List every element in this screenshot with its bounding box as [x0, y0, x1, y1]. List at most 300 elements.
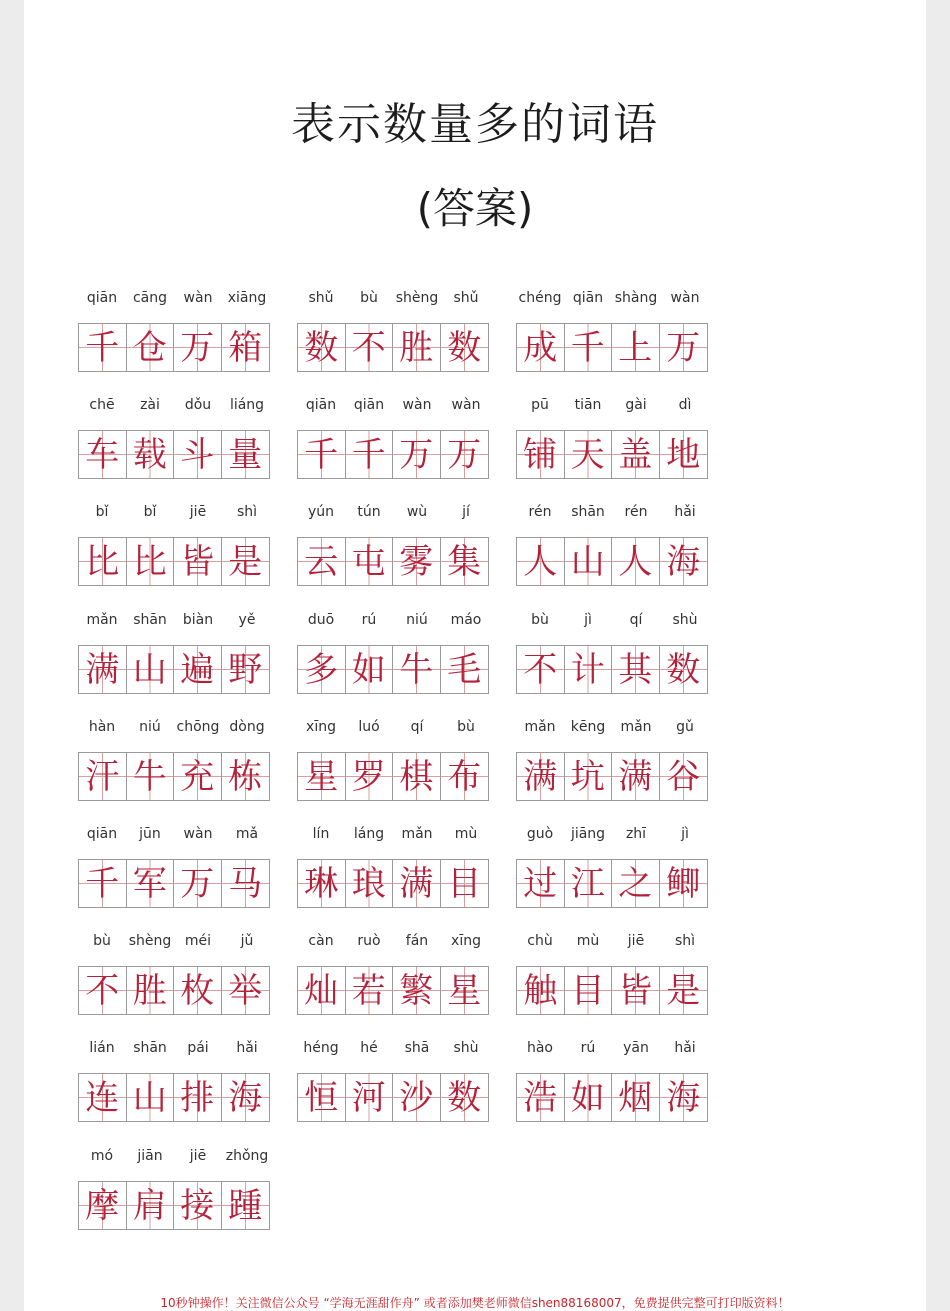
pinyin-syllable: shān	[133, 612, 167, 628]
pinyin-syllable: hǎi	[236, 1040, 258, 1056]
word-item	[516, 826, 708, 908]
grid-cell	[393, 753, 441, 800]
pinyin-row	[516, 290, 708, 314]
grid-cell	[517, 967, 565, 1014]
grid-cell	[222, 431, 270, 478]
pinyin-syllable: guò	[526, 826, 554, 842]
hanzi-character: 棋	[399, 756, 434, 797]
hanzi-character: 比	[132, 541, 167, 582]
grid-cell	[174, 1182, 222, 1229]
hanzi-character: 之	[618, 863, 653, 904]
grid-cell	[660, 538, 708, 585]
hanzi-character: 江	[570, 863, 605, 904]
grid-cell	[612, 967, 660, 1014]
pinyin-syllable: shèng	[395, 290, 439, 306]
word-item	[78, 1148, 270, 1230]
hanzi-character: 屯	[351, 541, 386, 582]
grid-cell	[565, 646, 613, 693]
pinyin-row	[297, 719, 489, 743]
grid-cell	[127, 967, 175, 1014]
grid-cell	[517, 431, 565, 478]
hanzi-character: 上	[618, 327, 653, 368]
hanzi-character: 铺	[523, 434, 558, 475]
hanzi-character: 满	[523, 756, 558, 797]
grid-cell	[127, 753, 175, 800]
pinyin-syllable: wàn	[670, 290, 700, 306]
pinyin-syllable: xiāng	[227, 290, 267, 306]
grid-cell	[393, 538, 441, 585]
pinyin-syllable: bǐ	[143, 504, 157, 520]
pinyin-syllable: láng	[353, 826, 385, 842]
pinyin-syllable: shù	[672, 612, 698, 628]
grid-cell	[660, 431, 708, 478]
pinyin-syllable: jiē	[189, 504, 207, 520]
tianzige-grid	[297, 752, 489, 801]
word-item	[78, 290, 270, 372]
hanzi-character: 万	[180, 327, 215, 368]
grid-cell	[174, 324, 222, 371]
grid-cell	[79, 431, 127, 478]
grid-cell	[393, 646, 441, 693]
grid-cell	[174, 753, 222, 800]
hanzi-character: 充	[180, 756, 215, 797]
grid-cell	[222, 753, 270, 800]
grid-cell	[298, 967, 346, 1014]
grid-cell	[660, 967, 708, 1014]
footer-notice: 10秒钟操作！关注微信公众号 “学海无涯甜作舟” 或者添加樊老师微信shen88168007，免费提供完整可打印版资料！	[160, 1296, 790, 1310]
tianzige-grid	[78, 859, 270, 908]
hanzi-character: 烟	[618, 1077, 653, 1118]
pinyin-syllable: luó	[358, 719, 380, 735]
tianzige-grid	[78, 1073, 270, 1122]
pinyin-row	[78, 397, 270, 421]
tianzige-grid	[516, 1073, 708, 1122]
grid-cell	[393, 431, 441, 478]
grid-cell	[127, 1182, 175, 1229]
hanzi-character: 肩	[132, 1185, 167, 1226]
grid-cell	[393, 967, 441, 1014]
grid-cell	[346, 1074, 394, 1121]
grid-cell	[517, 324, 565, 371]
hanzi-character: 牛	[132, 756, 167, 797]
hanzi-character: 连	[85, 1077, 120, 1118]
grid-cell	[612, 431, 660, 478]
pinyin-syllable: xīng	[306, 719, 336, 735]
grid-cell	[174, 967, 222, 1014]
pinyin-syllable: máo	[450, 612, 482, 628]
word-item	[78, 826, 270, 908]
hanzi-character: 皆	[618, 970, 653, 1011]
pinyin-syllable: hé	[360, 1040, 378, 1056]
pinyin-syllable: jūn	[139, 826, 161, 842]
grid-cell	[222, 324, 270, 371]
pinyin-row	[78, 290, 270, 314]
grid-cell	[517, 753, 565, 800]
grid-cell	[222, 1182, 270, 1229]
word-item	[516, 719, 708, 801]
grid-cell	[565, 860, 613, 907]
word-item	[297, 719, 489, 801]
pinyin-row	[78, 1040, 270, 1064]
pinyin-syllable: dì	[678, 397, 692, 413]
grid-cell	[298, 860, 346, 907]
hanzi-character: 谷	[666, 756, 701, 797]
pinyin-syllable: chéng	[518, 290, 562, 306]
pinyin-syllable: wàn	[183, 290, 213, 306]
grid-cell	[393, 860, 441, 907]
pinyin-syllable: pái	[187, 1040, 209, 1056]
word-item	[516, 933, 708, 1015]
pinyin-syllable: zài	[140, 397, 160, 413]
pinyin-syllable: hǎi	[674, 1040, 696, 1056]
grid-cell	[79, 967, 127, 1014]
hanzi-character: 枚	[180, 970, 215, 1011]
pinyin-syllable: shù	[453, 1040, 479, 1056]
grid-cell	[565, 431, 613, 478]
grid-cell	[79, 538, 127, 585]
pinyin-syllable: gǔ	[676, 719, 694, 735]
hanzi-character: 千	[304, 434, 339, 475]
pinyin-row	[297, 290, 489, 314]
pinyin-syllable: mù	[454, 826, 478, 842]
pinyin-syllable: bǐ	[95, 504, 109, 520]
hanzi-character: 恒	[304, 1077, 339, 1118]
pinyin-syllable: qiān	[86, 826, 118, 842]
pinyin-syllable: jǔ	[240, 933, 254, 949]
tianzige-grid	[78, 323, 270, 372]
hanzi-character: 满	[85, 649, 120, 690]
pinyin-syllable: càn	[308, 933, 334, 949]
hanzi-character: 鲫	[666, 863, 701, 904]
grid-cell	[222, 538, 270, 585]
pinyin-syllable: qiān	[305, 397, 337, 413]
hanzi-character: 罗	[351, 756, 386, 797]
grid-cell	[174, 538, 222, 585]
hanzi-character: 山	[132, 1077, 167, 1118]
grid-cell	[565, 538, 613, 585]
hanzi-character: 数	[447, 327, 482, 368]
pinyin-syllable: jiān	[137, 1148, 163, 1164]
hanzi-character: 计	[570, 649, 605, 690]
pinyin-syllable: hǎi	[674, 504, 696, 520]
grid-cell	[127, 860, 175, 907]
word-item	[297, 826, 489, 908]
grid-cell	[346, 753, 394, 800]
grid-cell	[174, 860, 222, 907]
hanzi-character: 满	[618, 756, 653, 797]
hanzi-character: 是	[666, 970, 701, 1011]
hanzi-character: 万	[180, 863, 215, 904]
hanzi-character: 遍	[180, 649, 215, 690]
hanzi-character: 人	[523, 541, 558, 582]
pinyin-syllable: chōng	[176, 719, 220, 735]
hanzi-character: 马	[228, 863, 263, 904]
hanzi-character: 数	[666, 649, 701, 690]
grid-cell	[346, 646, 394, 693]
pinyin-syllable: wù	[406, 504, 428, 520]
tianzige-grid	[297, 430, 489, 479]
pinyin-syllable: shì	[674, 933, 696, 949]
pinyin-syllable: lín	[312, 826, 330, 842]
hanzi-character: 集	[447, 541, 482, 582]
pinyin-row	[297, 504, 489, 528]
pinyin-syllable: jì	[584, 612, 592, 628]
pinyin-syllable: mǎn	[401, 826, 433, 842]
word-item	[516, 1040, 708, 1122]
hanzi-character: 军	[132, 863, 167, 904]
hanzi-character: 载	[132, 434, 167, 475]
hanzi-character: 量	[228, 434, 263, 475]
hanzi-character: 人	[618, 541, 653, 582]
pinyin-row	[297, 826, 489, 850]
grid-cell	[346, 431, 394, 478]
tianzige-grid	[297, 323, 489, 372]
hanzi-character: 天	[570, 434, 605, 475]
hanzi-character: 万	[399, 434, 434, 475]
hanzi-character: 沙	[399, 1077, 434, 1118]
tianzige-grid	[78, 752, 270, 801]
hanzi-character: 云	[304, 541, 339, 582]
tianzige-grid	[78, 645, 270, 694]
hanzi-character: 万	[447, 434, 482, 475]
hanzi-character: 河	[351, 1077, 386, 1118]
hanzi-character: 过	[523, 863, 558, 904]
grid-cell	[612, 753, 660, 800]
grid-cell	[79, 646, 127, 693]
pinyin-syllable: wàn	[451, 397, 481, 413]
pinyin-syllable: méi	[184, 933, 212, 949]
hanzi-character: 多	[304, 649, 339, 690]
grid-cell	[612, 860, 660, 907]
hanzi-character: 触	[523, 970, 558, 1011]
pinyin-syllable: shān	[133, 1040, 167, 1056]
pinyin-syllable: niú	[406, 612, 428, 628]
pinyin-syllable: mǎn	[86, 612, 118, 628]
tianzige-grid	[516, 323, 708, 372]
grid-cell	[565, 1074, 613, 1121]
pinyin-syllable: bù	[93, 933, 111, 949]
grid-cell	[565, 967, 613, 1014]
grid-cell	[441, 967, 489, 1014]
pinyin-syllable: shàng	[614, 290, 658, 306]
pinyin-syllable: dǒu	[184, 397, 212, 413]
word-item	[516, 612, 708, 694]
tianzige-grid	[516, 859, 708, 908]
hanzi-character: 数	[447, 1077, 482, 1118]
pinyin-syllable: qiān	[86, 290, 118, 306]
grid-cell	[441, 753, 489, 800]
grid-cell	[346, 860, 394, 907]
word-item	[78, 1040, 270, 1122]
pinyin-row	[297, 612, 489, 636]
tianzige-grid	[78, 1181, 270, 1230]
grid-cell	[298, 753, 346, 800]
grid-cell	[79, 753, 127, 800]
pinyin-syllable: jí	[462, 504, 470, 520]
hanzi-character: 地	[666, 434, 701, 475]
pinyin-syllable: mó	[90, 1148, 114, 1164]
pinyin-syllable: rú	[361, 612, 377, 628]
pinyin-row	[78, 933, 270, 957]
pinyin-row	[516, 1040, 708, 1064]
pinyin-syllable: gài	[625, 397, 647, 413]
grid-cell	[612, 324, 660, 371]
hanzi-character: 琅	[351, 863, 386, 904]
pinyin-syllable: qí	[410, 719, 424, 735]
grid-cell	[441, 538, 489, 585]
grid-cell	[298, 431, 346, 478]
hanzi-character: 千	[85, 863, 120, 904]
pinyin-syllable: tiān	[574, 397, 602, 413]
grid-cell	[612, 538, 660, 585]
pinyin-syllable: kēng	[570, 719, 606, 735]
hanzi-character: 举	[228, 970, 263, 1011]
pinyin-syllable: ruò	[357, 933, 381, 949]
tianzige-grid	[78, 430, 270, 479]
hanzi-character: 海	[228, 1077, 263, 1118]
tianzige-grid	[78, 966, 270, 1015]
hanzi-character: 海	[666, 541, 701, 582]
word-item	[78, 719, 270, 801]
word-item	[297, 504, 489, 586]
word-item	[516, 290, 708, 372]
hanzi-character: 接	[180, 1185, 215, 1226]
grid-cell	[298, 538, 346, 585]
grid-cell	[517, 646, 565, 693]
grid-cell	[298, 324, 346, 371]
pinyin-syllable: hào	[526, 1040, 554, 1056]
pinyin-row	[516, 719, 708, 743]
hanzi-character: 万	[666, 327, 701, 368]
hanzi-character: 雾	[399, 541, 434, 582]
pinyin-syllable: pū	[531, 397, 549, 413]
pinyin-syllable: lián	[89, 1040, 115, 1056]
hanzi-character: 是	[228, 541, 263, 582]
pinyin-syllable: qí	[629, 612, 643, 628]
grid-cell	[612, 646, 660, 693]
hanzi-character: 目	[570, 970, 605, 1011]
grid-cell	[441, 646, 489, 693]
grid-cell	[222, 1074, 270, 1121]
grid-cell	[79, 1182, 127, 1229]
hanzi-character: 千	[85, 327, 120, 368]
grid-cell	[441, 431, 489, 478]
pinyin-row	[516, 397, 708, 421]
hanzi-character: 坑	[570, 756, 605, 797]
hanzi-character: 如	[351, 649, 386, 690]
pinyin-syllable: mù	[576, 933, 600, 949]
grid-cell	[79, 324, 127, 371]
hanzi-character: 千	[570, 327, 605, 368]
hanzi-character: 仓	[132, 327, 167, 368]
pinyin-syllable: zhī	[625, 826, 647, 842]
hanzi-character: 成	[523, 327, 558, 368]
hanzi-character: 摩	[85, 1185, 120, 1226]
grid-cell	[660, 646, 708, 693]
hanzi-character: 车	[85, 434, 120, 475]
pinyin-syllable: zhǒng	[225, 1148, 269, 1164]
pinyin-syllable: mǎn	[524, 719, 556, 735]
pinyin-row	[516, 504, 708, 528]
grid-cell	[565, 753, 613, 800]
grid-cell	[222, 860, 270, 907]
pinyin-syllable: shā	[404, 1040, 430, 1056]
pinyin-syllable: duō	[307, 612, 335, 628]
pinyin-syllable: tún	[357, 504, 381, 520]
pinyin-syllable: yě	[238, 612, 256, 628]
grid-cell	[517, 1074, 565, 1121]
grid-cell	[174, 646, 222, 693]
grid-cell	[346, 967, 394, 1014]
pinyin-syllable: mǎ	[235, 826, 259, 842]
hanzi-character: 不	[85, 970, 120, 1011]
hanzi-character: 千	[351, 434, 386, 475]
tianzige-grid	[516, 752, 708, 801]
hanzi-character: 琳	[304, 863, 339, 904]
pinyin-syllable: yún	[307, 504, 335, 520]
pinyin-syllable: shǔ	[308, 290, 334, 306]
pinyin-row	[297, 1040, 489, 1064]
hanzi-character: 目	[447, 863, 482, 904]
word-item	[78, 397, 270, 479]
word-item	[297, 290, 489, 372]
pinyin-syllable: liáng	[229, 397, 265, 413]
grid-cell	[441, 324, 489, 371]
tianzige-grid	[516, 966, 708, 1015]
hanzi-character: 满	[399, 863, 434, 904]
word-item	[78, 933, 270, 1015]
grid-cell	[79, 860, 127, 907]
pinyin-syllable: shì	[236, 504, 258, 520]
pinyin-syllable: bù	[531, 612, 549, 628]
hanzi-character: 斗	[180, 434, 215, 475]
word-item	[78, 612, 270, 694]
pinyin-syllable: rú	[580, 1040, 596, 1056]
word-item	[297, 933, 489, 1015]
grid-cell	[346, 324, 394, 371]
word-item	[297, 612, 489, 694]
grid-cell	[660, 753, 708, 800]
page-title: 表示数量多的词语	[291, 99, 659, 150]
pinyin-syllable: fán	[405, 933, 429, 949]
grid-cell	[174, 431, 222, 478]
hanzi-character: 踵	[228, 1185, 263, 1226]
hanzi-character: 星	[447, 970, 482, 1011]
pinyin-syllable: jiāng	[570, 826, 606, 842]
pinyin-syllable: shǔ	[453, 290, 479, 306]
pinyin-row	[516, 933, 708, 957]
pinyin-syllable: héng	[303, 1040, 339, 1056]
hanzi-character: 胜	[132, 970, 167, 1011]
grid-cell	[127, 646, 175, 693]
pinyin-row	[78, 719, 270, 743]
pinyin-syllable: niú	[139, 719, 161, 735]
pinyin-row	[78, 504, 270, 528]
tianzige-grid	[516, 645, 708, 694]
pinyin-syllable: qiān	[572, 290, 604, 306]
hanzi-character: 繁	[399, 970, 434, 1011]
grid-cell	[346, 538, 394, 585]
word-item	[516, 397, 708, 479]
hanzi-character: 牛	[399, 649, 434, 690]
word-item	[78, 504, 270, 586]
grid-cell	[174, 1074, 222, 1121]
hanzi-character: 不	[523, 649, 558, 690]
hanzi-character: 如	[570, 1077, 605, 1118]
pinyin-syllable: jiē	[627, 933, 645, 949]
hanzi-character: 野	[228, 649, 263, 690]
hanzi-character: 山	[570, 541, 605, 582]
